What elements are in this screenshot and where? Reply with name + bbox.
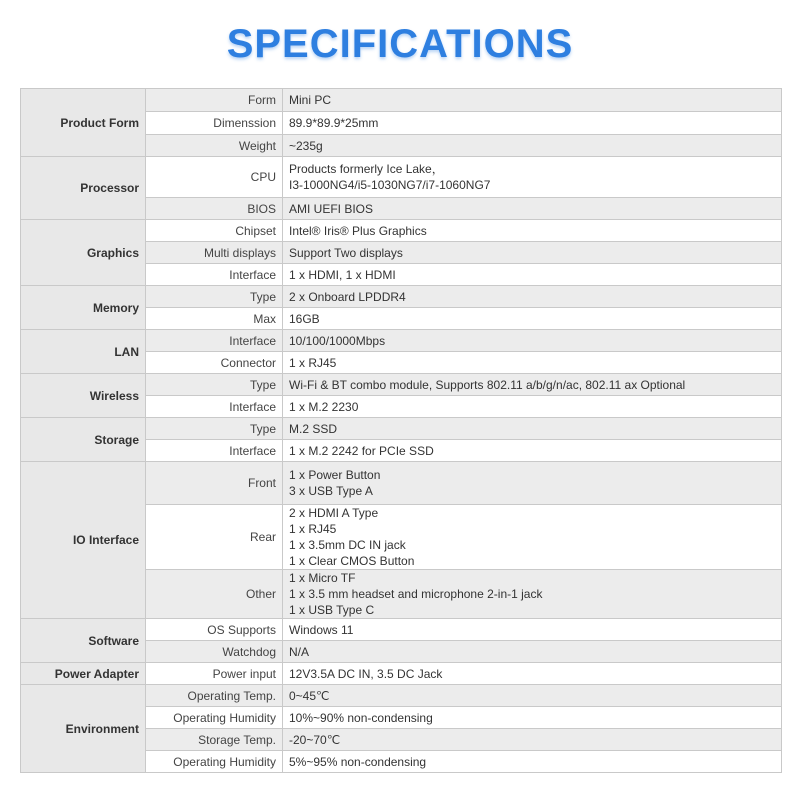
spec-key: Dimenssion — [146, 112, 283, 135]
spec-value-line: 89.9*89.9*25mm — [289, 116, 379, 130]
spec-value-line: N/A — [289, 644, 310, 659]
spec-value-line: 3 x USB Type A — [289, 484, 373, 498]
spec-value-line: 1 x Clear CMOS Button — [289, 554, 415, 568]
spec-value-line: 1 x 3.5mm DC IN jack — [289, 538, 406, 552]
spec-key: Weight — [146, 135, 283, 157]
spec-value — [283, 641, 782, 663]
spec-key: Other — [146, 570, 283, 619]
spec-value — [283, 374, 782, 396]
spec-value-line: 1 x RJ45 — [289, 355, 337, 370]
spec-value — [283, 707, 782, 729]
spec-value-line: -20~70℃ — [289, 732, 341, 747]
spec-value — [283, 751, 782, 773]
spec-key: Form — [146, 89, 283, 112]
spec-key: Operating Temp. — [146, 685, 283, 707]
spec-value-line: 1 x RJ45 — [289, 522, 337, 536]
category-cell: Processor — [21, 157, 146, 220]
spec-value-line: 10/100/1000Mbps — [289, 333, 386, 348]
spec-key: Interface — [146, 264, 283, 286]
spec-value-line: 2 x HDMI A Type — [289, 506, 379, 520]
spec-value-line: 1 x M.2 2242 for PCIe SSD — [289, 443, 434, 458]
spec-key: Connector — [146, 352, 283, 374]
spec-value-line: Support Two displays — [289, 245, 403, 260]
spec-value-line: I3-1000NG4/i5-1030NG7/i7-1060NG7 — [289, 178, 491, 192]
specifications-table — [20, 88, 782, 773]
spec-value-line: Intel® Iris® Plus Graphics — [289, 223, 427, 238]
spec-row — [21, 157, 782, 198]
category-cell: Environment — [21, 685, 146, 773]
spec-value — [283, 396, 782, 418]
spec-value — [283, 242, 782, 264]
spec-key: Type — [146, 286, 283, 308]
spec-value-line: Products formerly Ice Lake， — [289, 162, 444, 176]
spec-key: Storage Temp. — [146, 729, 283, 751]
spec-value — [283, 663, 782, 685]
spec-value — [283, 619, 782, 641]
spec-value-line: 10%~90% non-condensing — [289, 710, 433, 725]
spec-key: Type — [146, 418, 283, 440]
spec-row — [21, 462, 782, 505]
spec-value — [283, 198, 782, 220]
spec-key: Interface — [146, 440, 283, 462]
spec-key: Operating Humidity — [146, 707, 283, 729]
spec-key: Watchdog — [146, 641, 283, 663]
spec-value-line: 1 x HDMI, 1 x HDMI — [289, 267, 396, 282]
spec-value-line: 0~45℃ — [289, 688, 330, 703]
category-cell: IO Interface — [21, 462, 146, 619]
spec-value-line: 1 x M.2 2230 — [289, 399, 359, 414]
spec-value — [283, 112, 782, 135]
spec-value-line: M.2 SSD — [289, 421, 338, 436]
spec-value — [283, 308, 782, 330]
spec-value — [283, 352, 782, 374]
spec-row — [21, 89, 782, 112]
category-cell: Graphics — [21, 220, 146, 286]
spec-key: Front — [146, 462, 283, 505]
spec-key: Chipset — [146, 220, 283, 242]
spec-value-line: 1 x Power Button — [289, 468, 381, 482]
spec-value-line: 16GB — [289, 311, 320, 326]
spec-value — [283, 330, 782, 352]
spec-value — [283, 264, 782, 286]
spec-value-line: Windows 11 — [289, 622, 354, 637]
spec-key: Power input — [146, 663, 283, 685]
category-cell: Software — [21, 619, 146, 663]
spec-value-line: ~235g — [289, 138, 323, 153]
spec-value — [283, 440, 782, 462]
category-cell: Storage — [21, 418, 146, 462]
spec-value — [283, 286, 782, 308]
spec-row — [21, 418, 782, 440]
spec-value — [283, 418, 782, 440]
spec-row — [21, 330, 782, 352]
spec-key: BIOS — [146, 198, 283, 220]
spec-value — [283, 685, 782, 707]
spec-key: Interface — [146, 396, 283, 418]
page-title: SPECIFICATIONS — [226, 22, 574, 66]
spec-value-line: 2 x Onboard LPDDR4 — [289, 289, 406, 304]
category-cell: Memory — [21, 286, 146, 330]
spec-value — [283, 89, 782, 112]
spec-key: Max — [146, 308, 283, 330]
spec-value-line: 1 x USB Type C — [289, 603, 375, 617]
spec-value — [283, 220, 782, 242]
spec-row — [21, 374, 782, 396]
spec-key: CPU — [146, 157, 283, 198]
spec-row — [21, 220, 782, 242]
spec-value — [283, 157, 782, 198]
spec-key: OS Supports — [146, 619, 283, 641]
spec-value-line: AMI UEFI BIOS — [289, 201, 374, 216]
spec-key: Multi displays — [146, 242, 283, 264]
spec-key: Rear — [146, 505, 283, 570]
spec-value-line: 12V3.5A DC IN, 3.5 DC Jack — [289, 666, 443, 681]
spec-value — [283, 505, 782, 570]
spec-key: Operating Humidity — [146, 751, 283, 773]
category-cell: Wireless — [21, 374, 146, 418]
spec-value — [283, 462, 782, 505]
spec-value — [283, 729, 782, 751]
spec-row — [21, 619, 782, 641]
spec-row — [21, 286, 782, 308]
spec-row — [21, 663, 782, 685]
spec-value-line: Mini PC — [289, 93, 332, 107]
spec-value-line: 1 x Micro TF — [289, 571, 356, 585]
spec-value-line: Wi-Fi & BT combo module, Supports 802.11 a/b/g/n/ac, 802.11 ax Optional — [289, 377, 686, 392]
spec-key: Interface — [146, 330, 283, 352]
spec-key: Type — [146, 374, 283, 396]
spec-value — [283, 570, 782, 619]
category-cell: LAN — [21, 330, 146, 374]
spec-value — [283, 135, 782, 157]
spec-value-line: 5%~95% non-condensing — [289, 754, 427, 769]
spec-value-line: 1 x 3.5 mm headset and microphone 2-in-1 jack — [289, 587, 543, 601]
category-cell: Power Adapter — [21, 663, 146, 685]
spec-row — [21, 685, 782, 707]
category-cell: Product Form — [21, 89, 146, 157]
